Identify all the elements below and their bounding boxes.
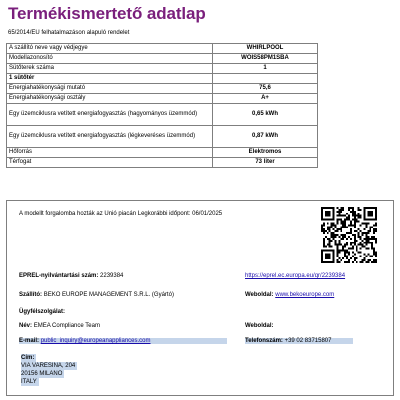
- service-name-label: Név:: [19, 323, 33, 329]
- service-phone-label: Telefonszám:: [245, 338, 283, 344]
- spec-label: Sütőterek száma: [7, 64, 213, 74]
- spec-value: 0,65 kWh: [213, 104, 318, 126]
- spec-label: Térfogat: [7, 158, 213, 168]
- spec-label: Modellazonosító: [7, 54, 213, 64]
- service-email-line: [19, 338, 227, 344]
- spec-value: 73 liter: [213, 158, 318, 168]
- spec-value: WHIRLPOOL: [213, 44, 318, 54]
- table-row: [7, 148, 318, 158]
- page-title: Termékismertető adatlap: [8, 4, 206, 23]
- supplier-info-box: [6, 200, 394, 396]
- eprel-label: EPREL-nyilvántartási szám:: [19, 273, 99, 279]
- table-row: [7, 126, 318, 148]
- supplier-web-line: [245, 292, 334, 298]
- service-email-link[interactable]: public_inquiry@europeanappliances.com: [40, 338, 151, 344]
- spec-value: 0,87 kWh: [213, 126, 318, 148]
- supplier-label: Szállító:: [19, 292, 43, 298]
- address-line: VIA VARESINA, 204: [21, 363, 76, 369]
- service-web-label: Weboldal:: [245, 323, 274, 329]
- spec-value: A+: [213, 94, 318, 104]
- service-heading: Ügyfélszolgálat:: [19, 309, 66, 315]
- availability-date: A modellt forgalomba hozták az Unió piacán Legkorábbi időpont: 06/01/2025: [19, 211, 223, 217]
- spec-label: Energiahatékonysági osztály: [7, 94, 213, 104]
- spec-label: A szállító neve vagy védjegye: [7, 44, 213, 54]
- spec-value: 75,6: [213, 84, 318, 94]
- qr-code-icon[interactable]: [321, 207, 377, 263]
- eprel-number: 2239384: [100, 273, 124, 279]
- supplier-web-label: Weboldal:: [245, 292, 274, 298]
- spec-value: [213, 74, 318, 84]
- spec-label: 1 sütőtér: [7, 74, 213, 84]
- service-name-line: [19, 323, 100, 329]
- supplier-line: [19, 292, 174, 298]
- spec-label: Energiahatékonysági mutató: [7, 84, 213, 94]
- table-row: [7, 74, 318, 84]
- table-row: [7, 158, 318, 168]
- service-web-line: [245, 323, 274, 329]
- address-line: 20156 MILANO: [21, 371, 63, 377]
- spec-table: [6, 43, 318, 168]
- service-address: [21, 354, 77, 386]
- table-row: [7, 84, 318, 94]
- service-phone-line: [245, 338, 353, 344]
- table-row: [7, 54, 318, 64]
- service-email-label: E-mail:: [19, 338, 40, 344]
- table-row: [7, 64, 318, 74]
- service-address-label: Cím:: [21, 355, 35, 361]
- eprel-link[interactable]: https://eprel.ec.europa.eu/qr/2239384: [245, 273, 346, 279]
- table-row: [7, 94, 318, 104]
- spec-label: Egy üzemciklusra vetített energiafogyasztás (légkeveréses üzemmód): [7, 126, 213, 148]
- supplier-name: BEKO EUROPE MANAGEMENT S.R.L. (Gyártó): [43, 292, 174, 298]
- regulation-subtitle: 65/2014/EU felhatalmazáson alapuló rendelet: [8, 30, 130, 36]
- address-line: ITALY: [21, 379, 37, 385]
- service-phone: +39 02 83715807: [284, 338, 332, 344]
- supplier-web-link[interactable]: www.bekoeurope.com: [275, 292, 335, 298]
- table-row: [7, 44, 318, 54]
- table-row: [7, 104, 318, 126]
- spec-value: Elektromos: [213, 148, 318, 158]
- service-name: EMEA Compliance Team: [33, 323, 100, 329]
- eprel-line: [19, 273, 123, 279]
- spec-label: Egy üzemciklusra vetített energiafogyasztás (hagyományos üzemmód): [7, 104, 213, 126]
- spec-value: 1: [213, 64, 318, 74]
- spec-label: Hőforrás: [7, 148, 213, 158]
- spec-value: WOIS58PM1SBA: [213, 54, 318, 64]
